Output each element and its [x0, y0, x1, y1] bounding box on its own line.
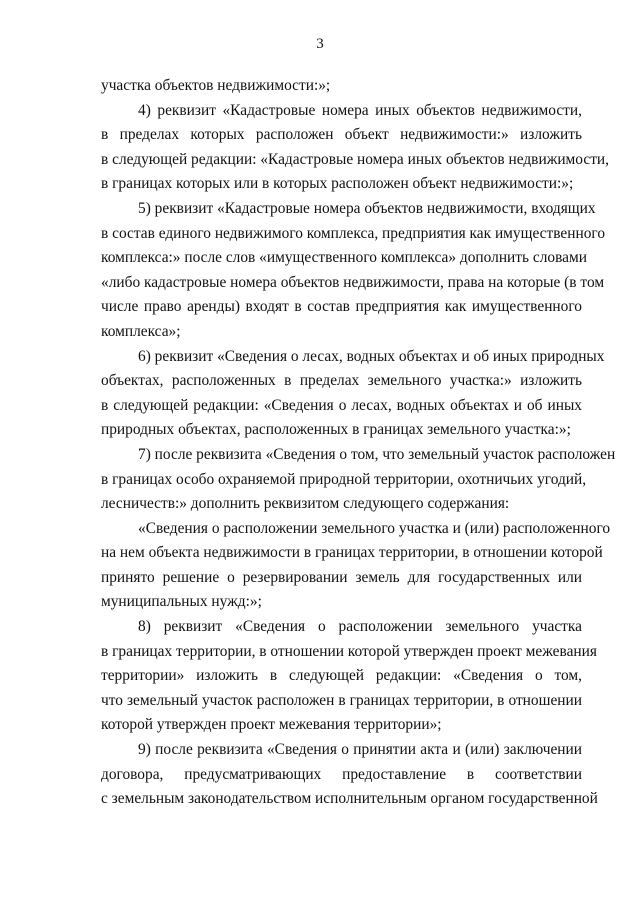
text-line: 4) реквизит «Кадастровые номера иных объектов недвижимости, — [138, 101, 582, 119]
text-line: в следующей редакции: «Кадастровые номера иных объектов недвижимости, — [101, 150, 610, 168]
text-line: 9) после реквизита «Сведения о принятии акта и (или) заключении — [138, 741, 582, 759]
text-line: участка объектов недвижимости:»; — [101, 77, 331, 94]
page-number: 3 — [316, 36, 324, 52]
paragraph — [101, 74, 582, 99]
text-line: комплекса»; — [101, 322, 181, 340]
paragraph — [101, 517, 611, 615]
text-line: объектах, расположенных в пределах земельного участка:» изложить — [101, 372, 582, 390]
text-line: комплекса:» после слов «имущественного комплекса» дополнить словами — [101, 249, 587, 267]
paragraph — [101, 738, 598, 812]
text-line: 5) реквизит «Кадастровые номера объектов недвижимости, входящих — [138, 199, 596, 217]
paragraph — [101, 443, 616, 517]
paragraph — [101, 99, 610, 197]
text-line: «Сведения о расположении земельного участка и (или) расположенного — [138, 519, 611, 537]
text-line: в границах которых или в которых расположен объект недвижимости:»; — [101, 175, 574, 193]
text-line: с земельным законодательством исполнительным органом государственной — [101, 790, 598, 808]
text-line: территории» изложить в следующей редакции: «Сведения о том, — [101, 667, 582, 685]
text-line: лесничеств:» дополнить реквизитом следующего содержания: — [101, 495, 510, 513]
text-line: на нем объекта недвижимости в границах территории, в отношении которой — [101, 544, 603, 562]
text-line: числе право аренды) входят в состав предприятия как имущественного — [101, 298, 582, 316]
text-line: в состав единого недвижимого комплекса, предприятия как имущественного — [101, 224, 606, 242]
text-line: 8) реквизит «Сведения о расположении земельного участка — [138, 618, 582, 636]
text-line: в границах территории, в отношении которой утвержден проект межевания — [101, 642, 597, 660]
text-line: 7) после реквизита «Сведения о том, что земельный участок расположен — [138, 445, 616, 463]
paragraph — [101, 197, 606, 345]
text-line: в следующей редакции: «Сведения о лесах, водных объектах и об иных — [101, 396, 582, 414]
document-body — [101, 74, 616, 812]
text-line: что земельный участок расположен в границах территории, в отношении — [101, 691, 582, 709]
text-line: природных объектах, расположенных в границах земельного участка:»; — [101, 421, 571, 439]
text-line: «либо кадастровые номера объектов недвижимости, права на которые (в том — [101, 273, 605, 291]
text-line: в пределах которых расположен объект недвижимости:» изложить — [101, 126, 582, 144]
text-line: в границах особо охраняемой природной территории, охотничьих угодий, — [101, 470, 587, 488]
text-line: 6) реквизит «Сведения о лесах, водных объектах и об иных природных — [138, 347, 605, 365]
text-line: договора, предусматривающих предоставление в соответствии — [101, 765, 582, 783]
paragraph — [101, 345, 605, 443]
text-line: которой утвержден проект межевания территории»; — [101, 716, 442, 734]
paragraph — [101, 615, 597, 738]
text-line: муниципальных нужд:»; — [101, 593, 262, 611]
text-line: принято решение о резервировании земель для государственных или — [101, 568, 582, 586]
